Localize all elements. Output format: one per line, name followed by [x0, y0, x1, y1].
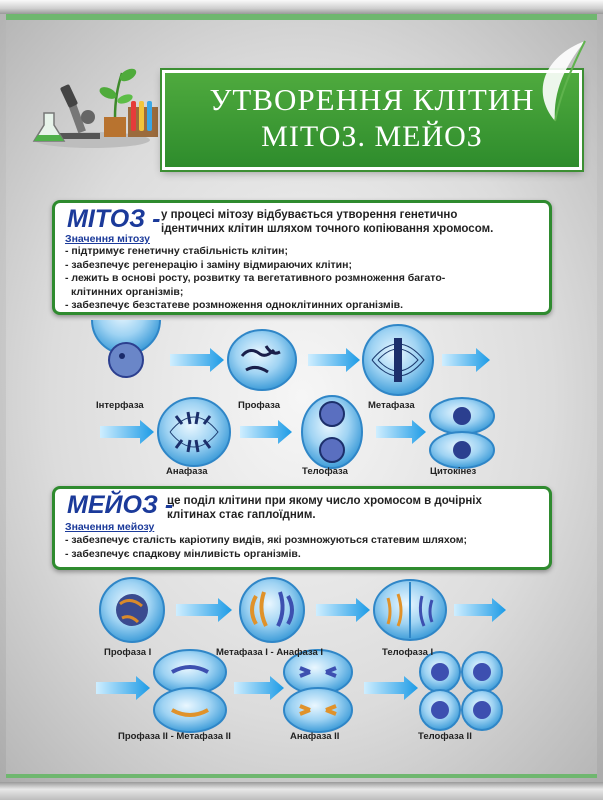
- arrow-right-icon: [170, 348, 224, 372]
- anaphase-ii-cell-icon: [284, 650, 352, 732]
- list-item: - забезпечує безстатеве розмноження одноклітинних організмів.: [65, 299, 403, 311]
- page-title: УТВОРЕННЯ КЛІТИН: [209, 82, 535, 117]
- arrow-right-icon: [308, 348, 360, 372]
- interphase-cell-icon: [92, 320, 160, 377]
- arrow-right-icon: [96, 676, 150, 700]
- mitosis-heading: МІТОЗ -: [67, 205, 161, 233]
- metaphase-cell-icon: [363, 325, 433, 395]
- mitosis-significance-list: [65, 245, 445, 313]
- stage-label-metaphase-i-anaphase-i: Метафаза І - Анафаза І: [216, 647, 324, 658]
- list-item: - забезпечує регенерацію і заміну відмираючих клітин;: [65, 258, 352, 271]
- stage-label-telophase: Телофаза: [302, 466, 348, 477]
- laboratory-logo-icon: [30, 55, 160, 160]
- stage-label-telophase-ii: Телофаза ІІ: [418, 731, 472, 742]
- arrow-right-icon: [316, 598, 370, 622]
- meiosis-significance-list: [65, 534, 467, 561]
- leaf-decoration-icon: [525, 36, 595, 126]
- telophase-ii-cell-icon: [420, 652, 502, 730]
- meiosis-info-box: [52, 486, 552, 570]
- arrow-right-icon: [454, 598, 506, 622]
- stage-label-prophase-i: Профаза І: [104, 647, 152, 658]
- stage-label-anaphase: Анафаза: [166, 466, 208, 477]
- poster-title-banner: [162, 70, 582, 170]
- telophase-i-cell-icon: [374, 580, 446, 640]
- meiosis-definition-line: клітинах стає гаплоїдним.: [167, 509, 316, 521]
- meiosis-significance-heading: Значення мейозу: [65, 521, 155, 533]
- telophase-cell-icon: [302, 396, 362, 468]
- stage-label-anaphase-ii: Анафаза ІІ: [290, 731, 340, 742]
- list-item: - лежить в основі росту, розвитку та вегетативного розмноження багато-: [65, 272, 446, 284]
- arrow-right-icon: [364, 676, 418, 700]
- stage-label-metaphase: Метафаза: [368, 400, 415, 411]
- arrow-right-icon: [234, 676, 284, 700]
- list-item: - забезпечує сталість каріотипу видів, які розмножуються статевим шляхом;: [65, 534, 468, 546]
- stage-label-telophase-i: Телофаза І: [382, 647, 434, 658]
- metaphase-i-anaphase-i-cell-icon: [240, 578, 304, 642]
- cytokinesis-cell-icon: [430, 398, 494, 468]
- arrow-right-icon: [376, 420, 426, 444]
- arrow-right-icon: [100, 420, 154, 444]
- prophase-ii-metaphase-ii-cell-icon: [154, 650, 226, 732]
- mitosis-stages-diagram: [0, 320, 603, 480]
- meiosis-definition: [167, 494, 482, 522]
- stage-label-cytokinesis: Цитокінез: [430, 466, 477, 477]
- bottom-frame-rail: [0, 782, 603, 800]
- stage-label-interphase: Інтерфаза: [96, 400, 144, 411]
- prophase-cell-icon: [228, 330, 296, 390]
- arrow-right-icon: [442, 348, 490, 372]
- mitosis-significance-heading: Значення мітозу: [65, 233, 150, 245]
- arrow-right-icon: [176, 598, 232, 622]
- list-item: - забезпечує спадкову мінливість організмів.: [65, 547, 301, 560]
- page-subtitle: МІТОЗ. МЕЙОЗ: [261, 120, 483, 153]
- mitosis-definition: [161, 208, 493, 236]
- arrow-right-icon: [240, 420, 292, 444]
- top-frame-rail: [0, 0, 603, 14]
- list-item: клітинних організмів;: [71, 285, 184, 298]
- meiosis-heading: МЕЙОЗ -: [67, 491, 174, 519]
- mitosis-info-box: [52, 200, 552, 315]
- mitosis-definition-line: ідентичних клітин шляхом точного копіювання хромосом.: [161, 223, 494, 235]
- anaphase-cell-icon: [158, 398, 230, 466]
- prophase-i-cell-icon: [100, 578, 164, 642]
- stage-label-prophase: Профаза: [238, 400, 281, 411]
- mitosis-definition-line: у процесі мітозу відбувається утворення генетично: [161, 209, 458, 221]
- meiosis-definition-line: це поділ клітини при якому число хромосом в дочірніх: [167, 495, 482, 507]
- stage-label-prophase-ii-metaphase-ii: Профаза ІІ - Метафаза ІІ: [118, 731, 231, 742]
- list-item: - підтримує генетичну стабільність клітин;: [65, 245, 288, 257]
